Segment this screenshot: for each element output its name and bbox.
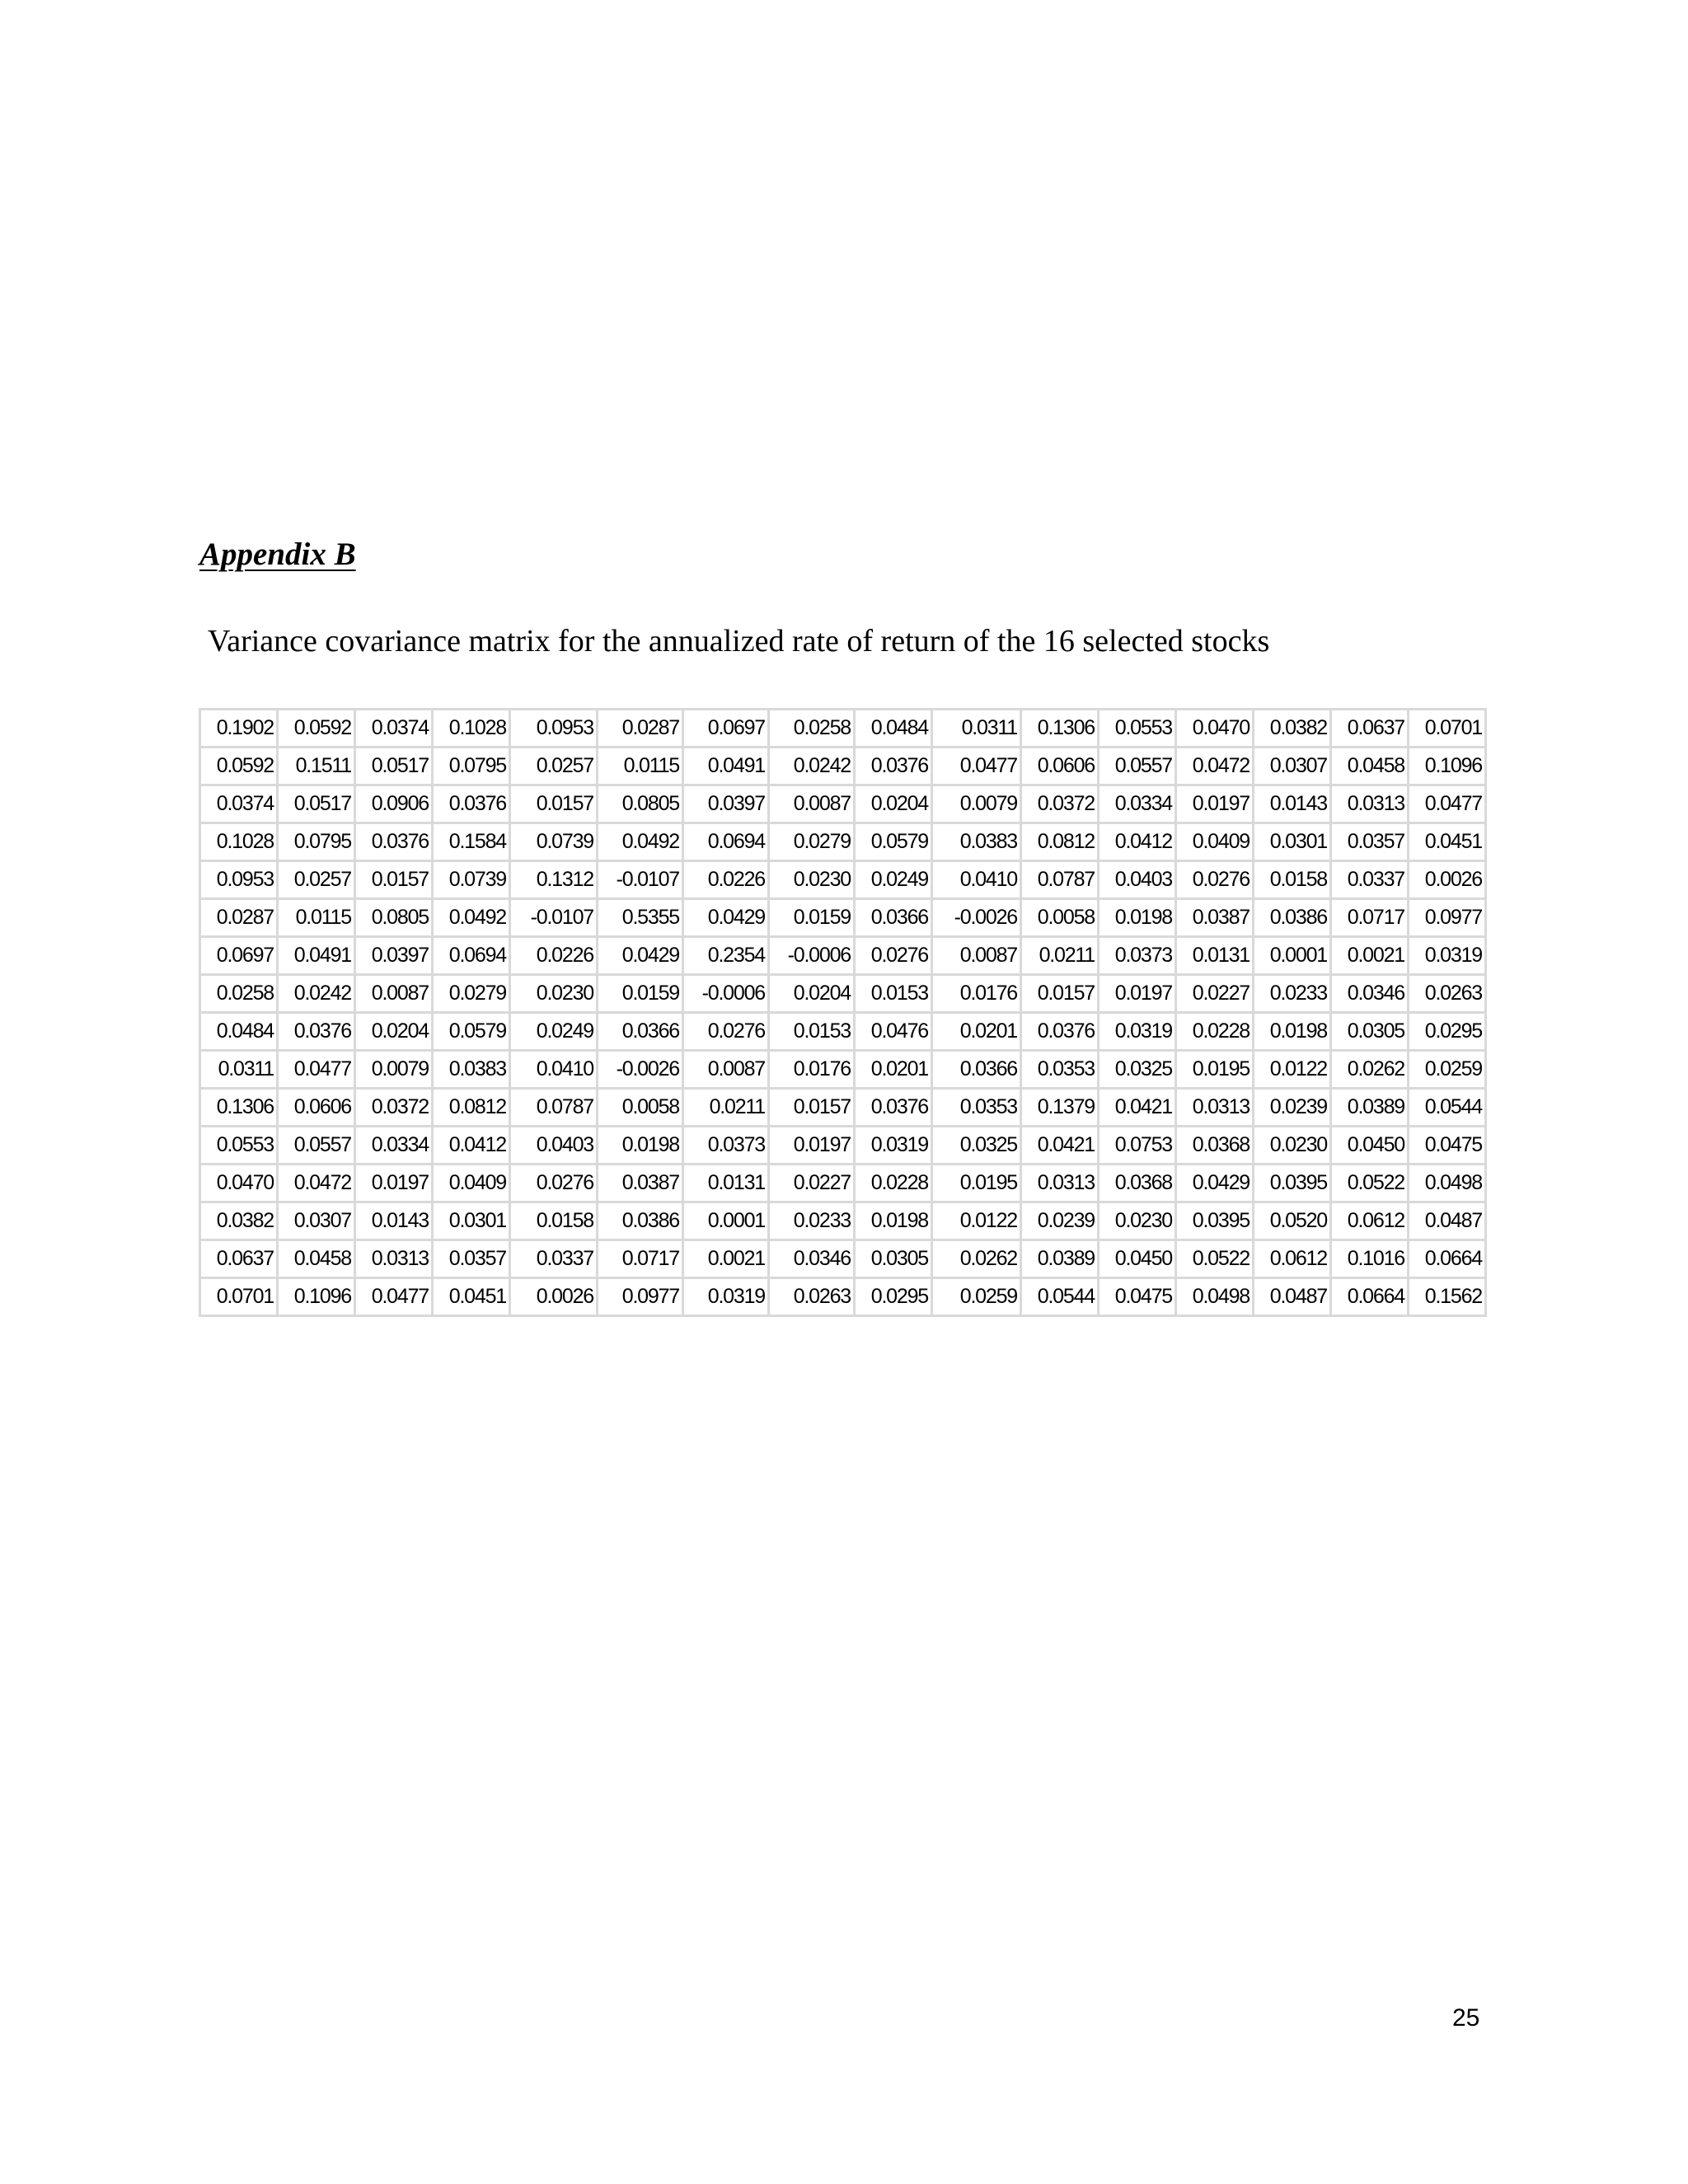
matrix-cell: 0.0122 <box>932 1202 1021 1240</box>
matrix-cell: 0.0276 <box>1176 861 1254 899</box>
matrix-cell: 0.0412 <box>433 1127 510 1165</box>
matrix-cell: 0.0376 <box>433 785 510 823</box>
matrix-cell: -0.0026 <box>932 899 1021 937</box>
matrix-cell: 0.0021 <box>683 1240 769 1278</box>
matrix-cell: 0.0397 <box>683 785 769 823</box>
matrix-cell: 0.0087 <box>683 1051 769 1089</box>
matrix-cell: 0.0697 <box>683 710 769 748</box>
matrix-cell: 0.0346 <box>1331 975 1409 1013</box>
matrix-cell: 0.0115 <box>278 899 355 937</box>
table-row <box>200 937 1486 975</box>
matrix-cell: 0.0906 <box>355 785 433 823</box>
matrix-cell: 0.0606 <box>278 1089 355 1127</box>
matrix-cell: 0.0739 <box>433 861 510 899</box>
matrix-cell: 0.0487 <box>1409 1202 1486 1240</box>
matrix-cell: 0.0812 <box>1021 823 1099 861</box>
matrix-cell: 0.0557 <box>1099 748 1176 785</box>
matrix-cell: 0.0228 <box>1176 1013 1254 1051</box>
matrix-cell: 0.0257 <box>278 861 355 899</box>
matrix-cell: 0.0311 <box>200 1051 278 1089</box>
matrix-cell: 0.0131 <box>683 1165 769 1202</box>
matrix-cell: 0.0197 <box>769 1127 855 1165</box>
matrix-cell: 0.0484 <box>855 710 932 748</box>
matrix-cell: 0.1511 <box>278 748 355 785</box>
matrix-cell: 0.0313 <box>1021 1165 1099 1202</box>
matrix-cell: 0.0517 <box>278 785 355 823</box>
matrix-cell: 0.0159 <box>769 899 855 937</box>
matrix-cell: 0.0374 <box>200 785 278 823</box>
matrix-cell: 0.0517 <box>355 748 433 785</box>
matrix-cell: 0.0389 <box>1021 1240 1099 1278</box>
matrix-cell: 0.0373 <box>1099 937 1176 975</box>
matrix-cell: 0.0087 <box>932 937 1021 975</box>
matrix-cell: 0.0319 <box>683 1278 769 1316</box>
matrix-cell: 0.0158 <box>1254 861 1331 899</box>
matrix-cell: 0.1028 <box>433 710 510 748</box>
table-row <box>200 1051 1486 1089</box>
matrix-cell: 0.0195 <box>932 1165 1021 1202</box>
matrix-cell: 0.0257 <box>510 748 598 785</box>
matrix-cell: 0.0520 <box>1254 1202 1331 1240</box>
matrix-cell: 0.0717 <box>1331 899 1409 937</box>
matrix-cell: 0.0227 <box>769 1165 855 1202</box>
matrix-cell: 0.0319 <box>1409 937 1486 975</box>
table-row <box>200 785 1486 823</box>
matrix-cell: 0.0421 <box>1021 1127 1099 1165</box>
matrix-cell: 0.1028 <box>200 823 278 861</box>
matrix-cell: 0.0295 <box>1409 1013 1486 1051</box>
matrix-cell: 0.0226 <box>510 937 598 975</box>
matrix-cell: 0.0812 <box>433 1089 510 1127</box>
matrix-cell: 0.2354 <box>683 937 769 975</box>
matrix-cell: 0.0374 <box>355 710 433 748</box>
matrix-cell: -0.0107 <box>510 899 598 937</box>
matrix-cell: 0.0058 <box>1021 899 1099 937</box>
matrix-cell: 0.0295 <box>855 1278 932 1316</box>
matrix-cell: 0.0366 <box>932 1051 1021 1089</box>
matrix-cell: 0.0544 <box>1409 1089 1486 1127</box>
matrix-cell: 0.0001 <box>683 1202 769 1240</box>
matrix-cell: 0.0664 <box>1331 1278 1409 1316</box>
matrix-cell: 0.0805 <box>598 785 683 823</box>
matrix-cell: 0.0451 <box>1409 823 1486 861</box>
table-row <box>200 975 1486 1013</box>
matrix-cell: 0.0637 <box>200 1240 278 1278</box>
table-row <box>200 710 1486 748</box>
matrix-cell: 0.0143 <box>1254 785 1331 823</box>
matrix-cell: 0.0307 <box>1254 748 1331 785</box>
matrix-cell: 0.5355 <box>598 899 683 937</box>
matrix-cell: 0.0557 <box>278 1127 355 1165</box>
matrix-cell: 0.0305 <box>1331 1013 1409 1051</box>
matrix-cell: 0.0211 <box>683 1089 769 1127</box>
matrix-cell: 0.0606 <box>1021 748 1099 785</box>
matrix-cell: 0.0458 <box>1331 748 1409 785</box>
matrix-cell: 0.0058 <box>598 1089 683 1127</box>
matrix-cell: 0.0403 <box>510 1127 598 1165</box>
matrix-cell: 0.0258 <box>200 975 278 1013</box>
matrix-cell: 0.0001 <box>1254 937 1331 975</box>
table-row <box>200 899 1486 937</box>
matrix-cell: 0.0977 <box>598 1278 683 1316</box>
matrix-cell: 0.0263 <box>1409 975 1486 1013</box>
matrix-cell: 0.0279 <box>769 823 855 861</box>
matrix-cell: 0.0158 <box>510 1202 598 1240</box>
matrix-cell: 0.0787 <box>510 1089 598 1127</box>
matrix-cell: 0.0409 <box>433 1165 510 1202</box>
matrix-cell: -0.0026 <box>598 1051 683 1089</box>
matrix-cell: 0.1306 <box>200 1089 278 1127</box>
matrix-cell: 0.0397 <box>355 937 433 975</box>
matrix-cell: 0.0389 <box>1331 1089 1409 1127</box>
matrix-cell: 0.0395 <box>1254 1165 1331 1202</box>
matrix-cell: 0.0472 <box>1176 748 1254 785</box>
matrix-cell: 0.0276 <box>510 1165 598 1202</box>
table-row <box>200 861 1486 899</box>
matrix-cell: 0.0226 <box>683 861 769 899</box>
matrix-cell: 0.0262 <box>932 1240 1021 1278</box>
matrix-cell: 0.0249 <box>510 1013 598 1051</box>
matrix-cell: 0.0697 <box>200 937 278 975</box>
matrix-cell: 0.0366 <box>598 1013 683 1051</box>
matrix-cell: 0.0319 <box>855 1127 932 1165</box>
matrix-cell: 0.0592 <box>278 710 355 748</box>
matrix-cell: 0.0122 <box>1254 1051 1331 1089</box>
matrix-cell: 0.0477 <box>932 748 1021 785</box>
matrix-cell: 0.0373 <box>683 1127 769 1165</box>
matrix-cell: 0.0279 <box>433 975 510 1013</box>
matrix-cell: 0.0242 <box>278 975 355 1013</box>
matrix-cell: 0.0451 <box>433 1278 510 1316</box>
matrix-cell: 0.0429 <box>1176 1165 1254 1202</box>
matrix-cell: 0.0376 <box>355 823 433 861</box>
matrix-cell: 0.0403 <box>1099 861 1176 899</box>
matrix-cell: 0.0325 <box>932 1127 1021 1165</box>
matrix-cell: 0.0579 <box>855 823 932 861</box>
matrix-cell: -0.0107 <box>598 861 683 899</box>
covariance-matrix-body <box>200 710 1486 1316</box>
matrix-cell: 0.0376 <box>278 1013 355 1051</box>
matrix-cell: 0.0637 <box>1331 710 1409 748</box>
matrix-cell: 0.0450 <box>1099 1240 1176 1278</box>
matrix-cell: 0.0313 <box>1331 785 1409 823</box>
matrix-cell: 0.0204 <box>355 1013 433 1051</box>
matrix-cell: 0.0368 <box>1099 1165 1176 1202</box>
table-row <box>200 1127 1486 1165</box>
matrix-cell: 0.0387 <box>1176 899 1254 937</box>
matrix-caption: Variance covariance matrix for the annualized rate of return of the 16 selected stocks <box>208 624 1270 658</box>
matrix-cell: 0.0717 <box>598 1240 683 1278</box>
matrix-cell: 0.1096 <box>278 1278 355 1316</box>
matrix-cell: 0.1562 <box>1409 1278 1486 1316</box>
matrix-cell: 0.0795 <box>433 748 510 785</box>
matrix-cell: 0.0242 <box>769 748 855 785</box>
matrix-cell: 0.0259 <box>932 1278 1021 1316</box>
matrix-cell: 0.0157 <box>510 785 598 823</box>
matrix-cell: 0.0522 <box>1331 1165 1409 1202</box>
matrix-cell: 0.0259 <box>1409 1051 1486 1089</box>
matrix-cell: 0.0337 <box>1331 861 1409 899</box>
matrix-cell: 0.0159 <box>598 975 683 1013</box>
matrix-cell: 0.0026 <box>1409 861 1486 899</box>
matrix-cell: 0.0239 <box>1021 1202 1099 1240</box>
matrix-cell: 0.0477 <box>278 1051 355 1089</box>
matrix-cell: -0.0006 <box>769 937 855 975</box>
matrix-cell: 0.0230 <box>769 861 855 899</box>
matrix-cell: 0.0201 <box>855 1051 932 1089</box>
matrix-cell: 0.0487 <box>1254 1278 1331 1316</box>
matrix-cell: 0.0753 <box>1099 1127 1176 1165</box>
matrix-cell: 0.0366 <box>855 899 932 937</box>
matrix-cell: 0.0612 <box>1331 1202 1409 1240</box>
matrix-cell: 0.1584 <box>433 823 510 861</box>
matrix-cell: 0.0429 <box>683 899 769 937</box>
matrix-cell: 0.0334 <box>1099 785 1176 823</box>
matrix-cell: 0.0211 <box>1021 937 1099 975</box>
matrix-cell: 0.0498 <box>1409 1165 1486 1202</box>
matrix-cell: 0.0492 <box>598 823 683 861</box>
matrix-cell: 0.0311 <box>932 710 1021 748</box>
matrix-cell: 0.0498 <box>1176 1278 1254 1316</box>
matrix-cell: 0.0115 <box>598 748 683 785</box>
matrix-cell: 0.0664 <box>1409 1240 1486 1278</box>
matrix-cell: 0.0195 <box>1176 1051 1254 1089</box>
matrix-cell: 0.0412 <box>1099 823 1176 861</box>
matrix-cell: 0.0701 <box>1409 710 1486 748</box>
matrix-cell: 0.0239 <box>1254 1089 1331 1127</box>
matrix-cell: 0.0233 <box>769 1202 855 1240</box>
matrix-cell: 0.0198 <box>1099 899 1176 937</box>
table-row <box>200 1240 1486 1278</box>
matrix-cell: 0.0472 <box>278 1165 355 1202</box>
matrix-cell: 0.0470 <box>1176 710 1254 748</box>
matrix-cell: 0.0382 <box>1254 710 1331 748</box>
matrix-cell: 0.0258 <box>769 710 855 748</box>
matrix-cell: 0.0372 <box>1021 785 1099 823</box>
matrix-cell: 0.0475 <box>1409 1127 1486 1165</box>
matrix-cell: 0.1312 <box>510 861 598 899</box>
matrix-cell: 0.0592 <box>200 748 278 785</box>
matrix-cell: 0.0230 <box>1254 1127 1331 1165</box>
matrix-cell: 0.0977 <box>1409 899 1486 937</box>
matrix-cell: 0.0153 <box>855 975 932 1013</box>
matrix-cell: 0.1379 <box>1021 1089 1099 1127</box>
matrix-cell: 0.0475 <box>1099 1278 1176 1316</box>
matrix-cell: 0.0197 <box>1099 975 1176 1013</box>
matrix-cell: 0.0357 <box>433 1240 510 1278</box>
matrix-cell: 0.0382 <box>200 1202 278 1240</box>
matrix-cell: 0.0410 <box>932 861 1021 899</box>
matrix-cell: 0.0492 <box>433 899 510 937</box>
matrix-cell: 0.0287 <box>200 899 278 937</box>
matrix-cell: 0.0157 <box>769 1089 855 1127</box>
table-row <box>200 1089 1486 1127</box>
matrix-cell: 0.0612 <box>1254 1240 1331 1278</box>
table-row <box>200 748 1486 785</box>
matrix-cell: 0.0230 <box>510 975 598 1013</box>
matrix-cell: -0.0006 <box>683 975 769 1013</box>
matrix-cell: 0.0079 <box>932 785 1021 823</box>
matrix-cell: 0.0176 <box>769 1051 855 1089</box>
matrix-cell: 0.0153 <box>769 1013 855 1051</box>
matrix-cell: 0.0553 <box>1099 710 1176 748</box>
matrix-cell: 0.0386 <box>1254 899 1331 937</box>
table-row <box>200 1165 1486 1202</box>
matrix-cell: 0.0233 <box>1254 975 1331 1013</box>
table-row <box>200 1202 1486 1240</box>
matrix-cell: 0.0287 <box>598 710 683 748</box>
matrix-cell: 0.0409 <box>1176 823 1254 861</box>
matrix-cell: 0.0429 <box>598 937 683 975</box>
matrix-cell: 0.0204 <box>769 975 855 1013</box>
page-number: 25 <box>1452 2004 1480 2032</box>
matrix-cell: 0.0470 <box>200 1165 278 1202</box>
matrix-cell: 0.0230 <box>1099 1202 1176 1240</box>
matrix-cell: 0.0263 <box>769 1278 855 1316</box>
matrix-cell: 0.0491 <box>683 748 769 785</box>
matrix-cell: 0.0319 <box>1099 1013 1176 1051</box>
matrix-cell: 0.0421 <box>1099 1089 1176 1127</box>
matrix-cell: 0.0337 <box>510 1240 598 1278</box>
matrix-cell: 0.0477 <box>355 1278 433 1316</box>
matrix-cell: 0.0376 <box>1021 1013 1099 1051</box>
matrix-cell: 0.0143 <box>355 1202 433 1240</box>
matrix-cell: 0.0795 <box>278 823 355 861</box>
matrix-cell: 0.0544 <box>1021 1278 1099 1316</box>
matrix-cell: 0.0301 <box>1254 823 1331 861</box>
table-row <box>200 1278 1486 1316</box>
covariance-matrix-container <box>199 708 1487 1317</box>
matrix-cell: 0.0262 <box>1331 1051 1409 1089</box>
matrix-cell: 0.0301 <box>433 1202 510 1240</box>
matrix-cell: 0.0694 <box>683 823 769 861</box>
matrix-cell: 0.0026 <box>510 1278 598 1316</box>
matrix-cell: 0.0694 <box>433 937 510 975</box>
matrix-cell: 0.0372 <box>355 1089 433 1127</box>
matrix-cell: 0.0376 <box>855 1089 932 1127</box>
matrix-cell: 0.0228 <box>855 1165 932 1202</box>
matrix-cell: 0.1016 <box>1331 1240 1409 1278</box>
table-row <box>200 823 1486 861</box>
matrix-cell: 0.0805 <box>355 899 433 937</box>
matrix-cell: 0.0131 <box>1176 937 1254 975</box>
matrix-cell: 0.0157 <box>355 861 433 899</box>
matrix-cell: 0.0198 <box>855 1202 932 1240</box>
matrix-cell: 0.0087 <box>355 975 433 1013</box>
matrix-cell: 0.0249 <box>855 861 932 899</box>
matrix-cell: 0.0395 <box>1176 1202 1254 1240</box>
matrix-cell: 0.0276 <box>683 1013 769 1051</box>
matrix-cell: 0.1306 <box>1021 710 1099 748</box>
matrix-cell: 0.0484 <box>200 1013 278 1051</box>
matrix-cell: 0.0953 <box>510 710 598 748</box>
matrix-cell: 0.0383 <box>433 1051 510 1089</box>
matrix-cell: 0.0276 <box>855 937 932 975</box>
matrix-cell: 0.0313 <box>1176 1089 1254 1127</box>
matrix-cell: 0.0204 <box>855 785 932 823</box>
matrix-cell: 0.0357 <box>1331 823 1409 861</box>
matrix-cell: 0.0450 <box>1331 1127 1409 1165</box>
matrix-cell: 0.0553 <box>200 1127 278 1165</box>
matrix-cell: 0.0197 <box>1176 785 1254 823</box>
matrix-cell: 0.0386 <box>598 1202 683 1240</box>
matrix-cell: 0.0476 <box>855 1013 932 1051</box>
matrix-cell: 0.0305 <box>855 1240 932 1278</box>
matrix-cell: 0.0458 <box>278 1240 355 1278</box>
matrix-cell: 0.0307 <box>278 1202 355 1240</box>
matrix-cell: 0.0176 <box>932 975 1021 1013</box>
matrix-cell: 0.0079 <box>355 1051 433 1089</box>
matrix-cell: 0.0198 <box>598 1127 683 1165</box>
matrix-cell: 0.0383 <box>932 823 1021 861</box>
matrix-cell: 0.1096 <box>1409 748 1486 785</box>
matrix-cell: 0.1902 <box>200 710 278 748</box>
appendix-title: Appendix B <box>199 537 356 572</box>
matrix-cell: 0.0491 <box>278 937 355 975</box>
matrix-cell: 0.0368 <box>1176 1127 1254 1165</box>
matrix-cell: 0.0325 <box>1099 1051 1176 1089</box>
matrix-cell: 0.0353 <box>1021 1051 1099 1089</box>
matrix-cell: 0.0579 <box>433 1013 510 1051</box>
matrix-cell: 0.0353 <box>932 1089 1021 1127</box>
matrix-cell: 0.0522 <box>1176 1240 1254 1278</box>
matrix-cell: 0.0334 <box>355 1127 433 1165</box>
matrix-cell: 0.0477 <box>1409 785 1486 823</box>
matrix-cell: 0.0410 <box>510 1051 598 1089</box>
matrix-cell: 0.0739 <box>510 823 598 861</box>
matrix-cell: 0.0313 <box>355 1240 433 1278</box>
matrix-cell: 0.0227 <box>1176 975 1254 1013</box>
matrix-cell: 0.0953 <box>200 861 278 899</box>
matrix-cell: 0.0387 <box>598 1165 683 1202</box>
matrix-cell: 0.0198 <box>1254 1013 1331 1051</box>
matrix-cell: 0.0087 <box>769 785 855 823</box>
matrix-cell: 0.0201 <box>932 1013 1021 1051</box>
matrix-cell: 0.0346 <box>769 1240 855 1278</box>
covariance-matrix-table <box>199 708 1487 1317</box>
matrix-cell: 0.0021 <box>1331 937 1409 975</box>
matrix-cell: 0.0701 <box>200 1278 278 1316</box>
matrix-cell: 0.0197 <box>355 1165 433 1202</box>
table-row <box>200 1013 1486 1051</box>
matrix-cell: 0.0376 <box>855 748 932 785</box>
matrix-cell: 0.0787 <box>1021 861 1099 899</box>
matrix-cell: 0.0157 <box>1021 975 1099 1013</box>
